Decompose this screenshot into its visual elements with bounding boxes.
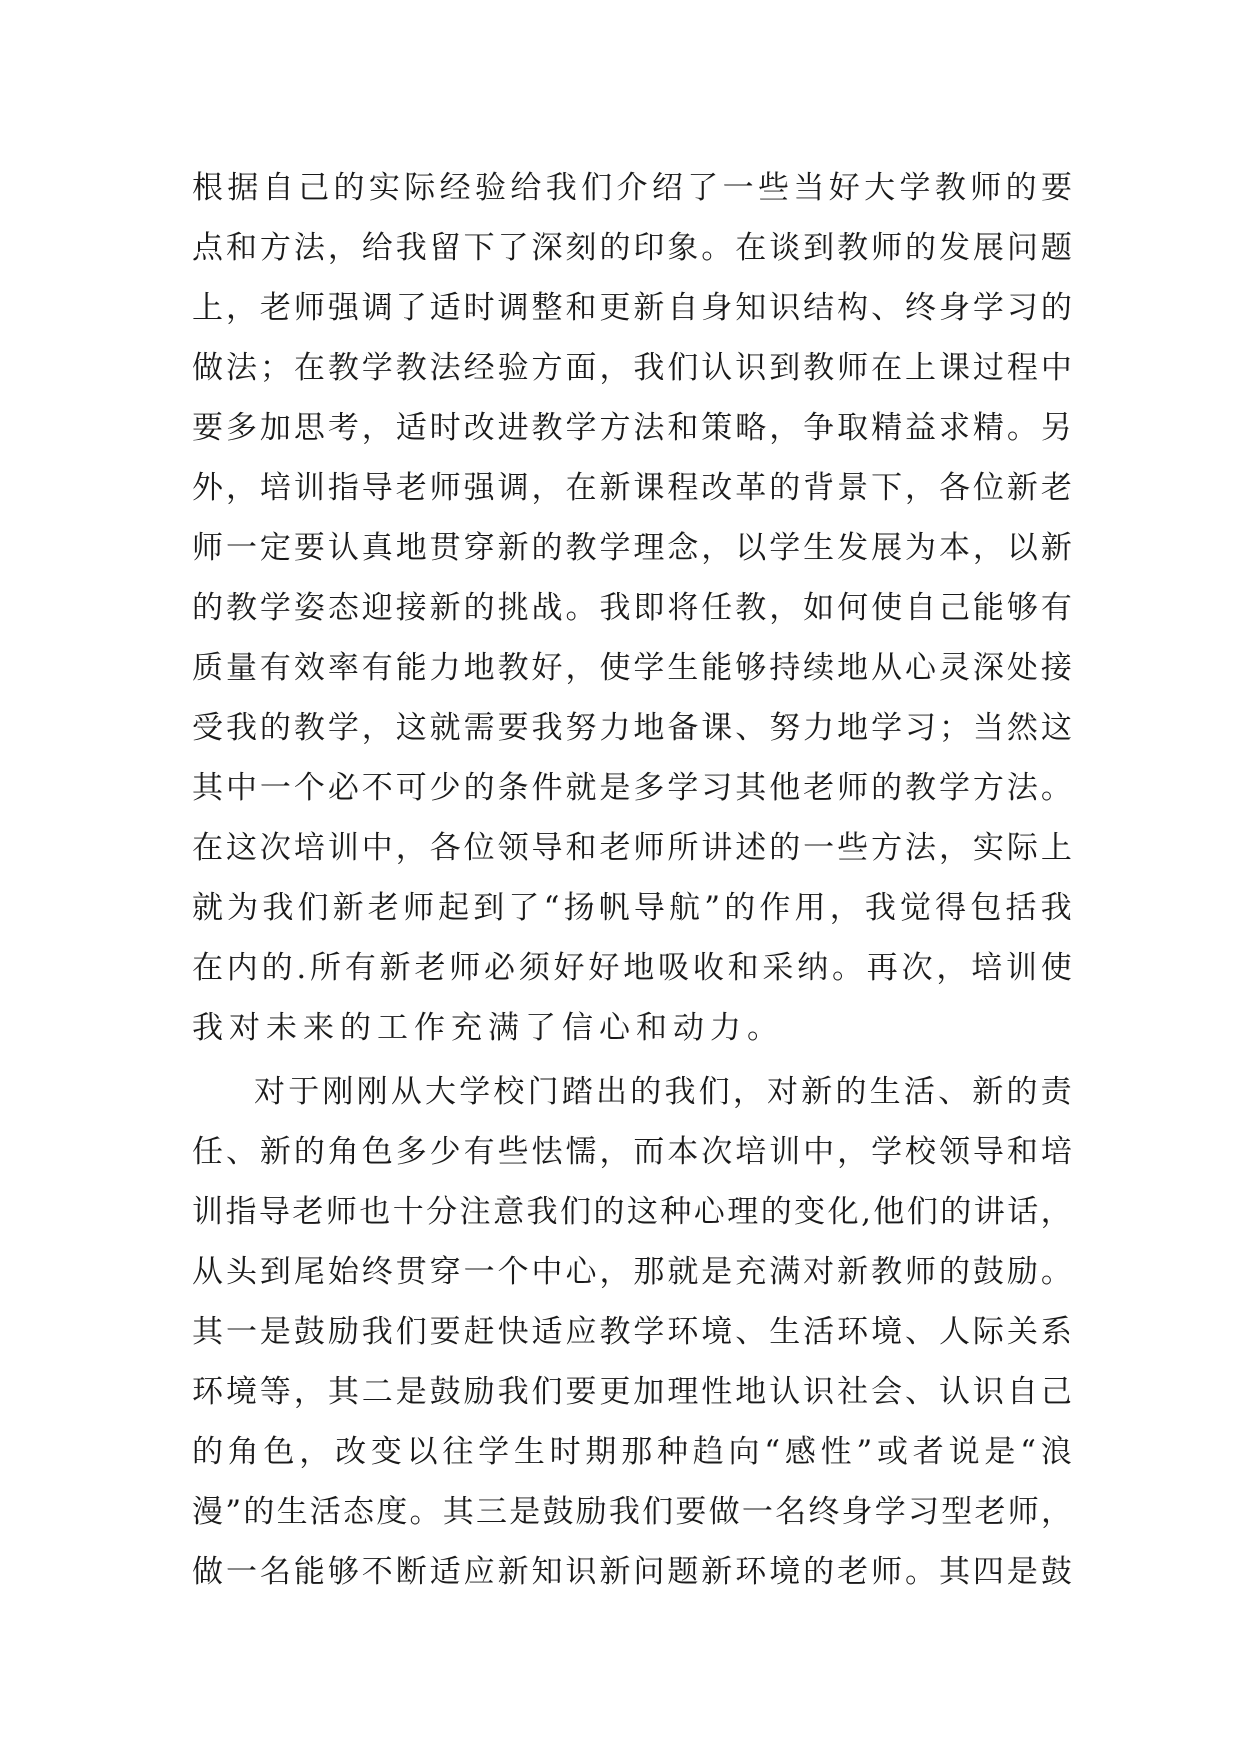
text-line: 根 据 自 己 的 实 际 经 验 给 我 们 介 绍 了 一 些 当 好 大 学 教 师 的 要 bbox=[192, 170, 1072, 206]
text-line: 受 我 的 教 学 ， 这 就 需 要 我 努 力 地 备 课 、 努 力 地 学 习 ； 当 然 这 bbox=[192, 710, 1072, 746]
text-line: 从 头 到 尾 始 终 贯 穿 一 个 中 心 ， 那 就 是 充 满 对 新 教 师 的 鼓 励 。 bbox=[192, 1254, 1072, 1290]
body-text bbox=[192, 158, 1072, 1602]
text-line: 其 一 是 鼓 励 我 们 要 赶 快 适 应 教 学 环 境 、 生 活 环 境 、 人 际 关 系 bbox=[192, 1314, 1072, 1350]
text-line: 任 、 新 的 角 色 多 少 有 些 怯 懦 ， 而 本 次 培 训 中 ， 学 校 领 导 和 培 bbox=[192, 1134, 1072, 1170]
text-line: 师 一 定 要 认 真 地 贯 穿 新 的 教 学 理 念 ， 以 学 生 发 展 为 本 ， 以 新 bbox=[192, 530, 1072, 566]
text-line: 在 内 的 . 所 有 新 老 师 必 须 好 好 地 吸 收 和 采 纳 。 再 次 ， 培 训 使 bbox=[192, 950, 1072, 986]
text-line: 环 境 等 ， 其 二 是 鼓 励 我 们 要 更 加 理 性 地 认 识 社 会 、 认 识 自 己 bbox=[192, 1374, 1072, 1410]
text-line: 做 法 ； 在 教 学 教 法 经 验 方 面 ， 我 们 认 识 到 教 师 在 上 课 过 程 中 bbox=[192, 350, 1072, 386]
text-line: 外 ， 培 训 指 导 老 师 强 调 ， 在 新 课 程 改 革 的 背 景 下 ， 各 位 新 老 bbox=[192, 470, 1072, 506]
text-line: 的 角 色 ， 改 变 以 往 学 生 时 期 那 种 趋 向 “ 感 性 ” 或 者 说 是 “ 浪 bbox=[192, 1434, 1072, 1470]
text-line: 质 量 有 效 率 有 能 力 地 教 好 ， 使 学 生 能 够 持 续 地 从 心 灵 深 处 接 bbox=[192, 650, 1072, 686]
text-line: 就 为 我 们 新 老 师 起 到 了 “ 扬 帆 导 航 ” 的 作 用 ， 我 觉 得 包 括 我 bbox=[192, 890, 1072, 926]
text-line: 我对未来的工作充满了信心和动力。 bbox=[192, 1010, 784, 1046]
text-line: 点 和 方 法 ， 给 我 留 下 了 深 刻 的 印 象 。 在 谈 到 教 师 的 发 展 问 题 bbox=[192, 230, 1072, 266]
text-line: 其 中 一 个 必 不 可 少 的 条 件 就 是 多 学 习 其 他 老 师 的 教 学 方 法 。 bbox=[192, 770, 1072, 806]
text-line: 对 于 刚 刚 从 大 学 校 门 踏 出 的 我 们 ， 对 新 的 生 活 、 新 的 责 bbox=[254, 1074, 1072, 1110]
text-line: 做 一 名 能 够 不 断 适 应 新 知 识 新 问 题 新 环 境 的 老 师 。 其 四 是 鼓 bbox=[192, 1554, 1072, 1590]
text-line: 的 教 学 姿 态 迎 接 新 的 挑 战 。 我 即 将 任 教 ， 如 何 使 自 己 能 够 有 bbox=[192, 590, 1072, 626]
text-line: 训 指 导 老 师 也 十 分 注 意 我 们 的 这 种 心 理 的 变 化 , 他 们 的 讲 话 ， bbox=[192, 1194, 1072, 1230]
text-line: 要 多 加 思 考 ， 适 时 改 进 教 学 方 法 和 策 略 ， 争 取 精 益 求 精 。 另 bbox=[192, 410, 1072, 446]
text-line: 在 这 次 培 训 中 ， 各 位 领 导 和 老 师 所 讲 述 的 一 些 方 法 ， 实 际 上 bbox=[192, 830, 1072, 866]
text-line: 上 ， 老 师 强 调 了 适 时 调 整 和 更 新 自 身 知 识 结 构 、 终 身 学 习 的 bbox=[192, 290, 1072, 326]
text-line: 漫 ” 的 生 活 态 度 。 其 三 是 鼓 励 我 们 要 做 一 名 终 身 学 习 型 老 师 ， bbox=[192, 1494, 1072, 1530]
